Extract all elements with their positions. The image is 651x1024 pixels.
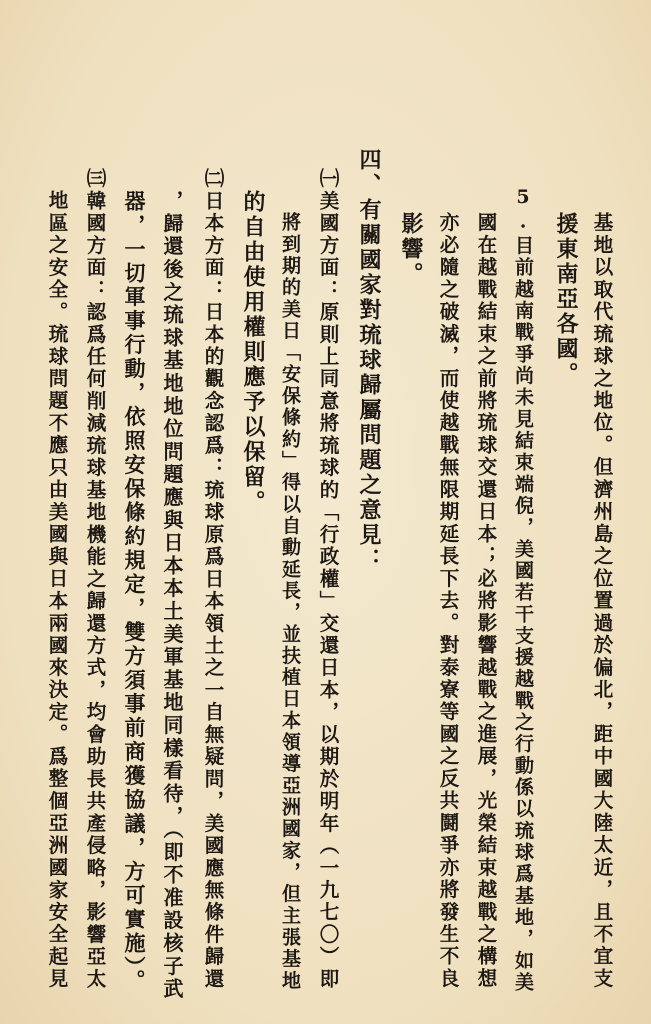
text-column: 亦必隨之破滅，而使越戰無限期延長下去。對泰寮等國之反共鬪爭亦將發生不良 [436,212,460,991]
text-column: ㈢韓國方面：認爲任何削減琉球基地機能之歸還方式，均會助長共產侵略，影響亞太 [83,168,107,991]
text-column: ，歸還後之琉球基地地位問題應與日本本土美軍基地同樣看待，（即不准設核子武 [160,190,184,1001]
text-column: 國在越戰結束之前將琉球交還日本；必將影響越戰之進展，光榮結束越戰之構想 [474,212,498,991]
text-column: 的自由使用權則應予以保留。 [240,190,266,515]
text-column: 影響。 [398,212,424,287]
text-column: 5.目前越南戰爭尚未見結束端倪，美國若干支援越戰之行動係以琉球爲基地，如美 [512,186,534,994]
text-column: 援東南亞各國。 [553,212,579,387]
text-column: 將到期的美日「安保條約」得以自動延長，並扶植日本領導亞洲國家，但主張基地 [279,212,301,992]
text-column: 地區之安全。琉球問題不應只由美國與日本兩國來決定。爲整個亞洲國家安全起見 [45,190,69,991]
text-column: 基地以取代琉球之地位。但濟州島之位置過於偏北，距中國大陸太近，且不宜支 [590,212,614,991]
text-column: 器，一切軍事行動，依照安保條約規定，雙方須事前商獲協議，方可實施）。 [122,190,147,994]
section-heading: 四、有關國家對琉球歸屬問題之意見： [356,148,382,573]
text-column: ㈡日本方面：日本的觀念認爲：琉球原爲日本領土之一自無疑問，美國應無條件歸還 [201,168,225,991]
text-column: ㈠美國方面：原則上同意將琉球的「行政權」交還日本，以期於明年（一九七〇）即 [316,168,340,991]
